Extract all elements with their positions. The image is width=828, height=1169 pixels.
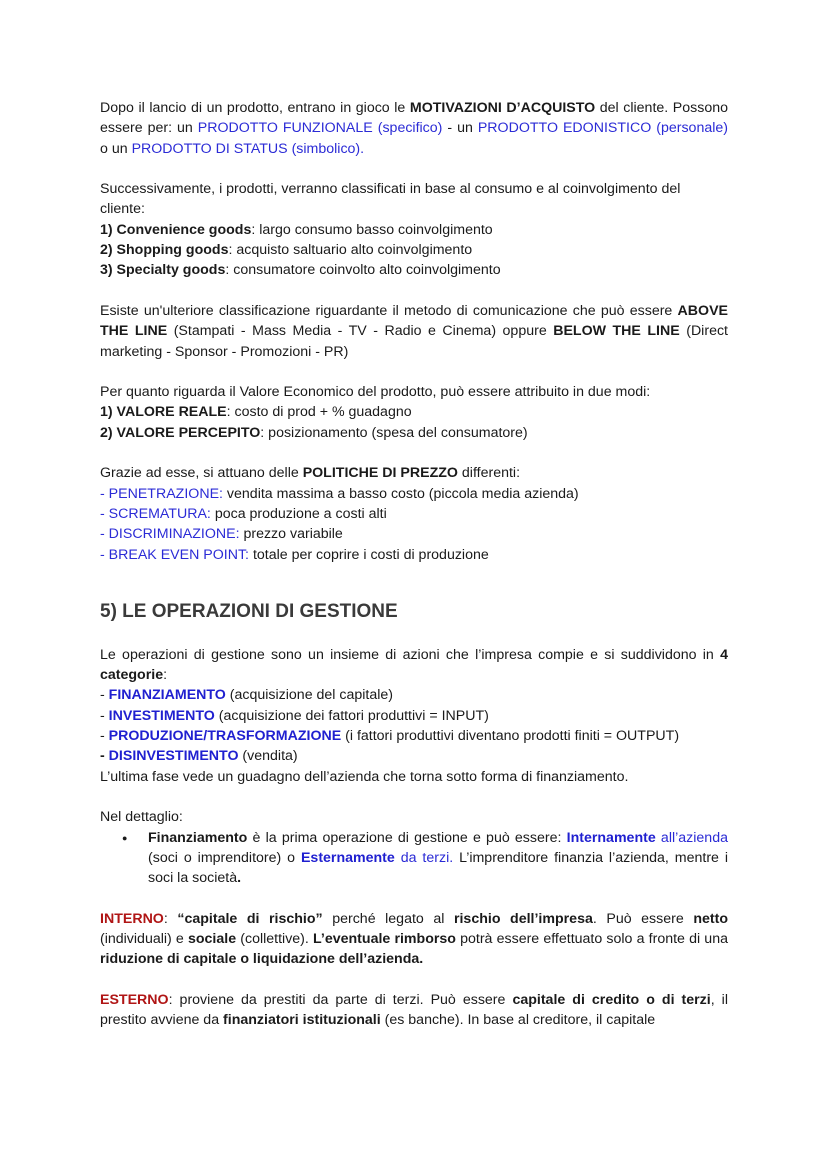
text: è la prima operazione di gestione e può essere: [247, 829, 567, 846]
item-label: DISINVESTIMENTO [108, 748, 239, 765]
item-label: - BREAK EVEN POINT: [100, 546, 250, 563]
text: del cliente. Possono essere per: un [100, 100, 728, 137]
text: Le operazioni di gestione sono un insieme di azioni che l’impresa compie e si suddividono in [100, 646, 721, 663]
item-text: : largo consumo basso coinvolgimento [251, 221, 493, 238]
item-text: : consumatore coinvolto alto coinvolgimento [225, 262, 501, 279]
dash: - [100, 707, 109, 724]
item-label: FINANZIAMENTO [108, 687, 226, 704]
text: Esiste un'ulteriore classificazione riguardante il metodo di comunicazione che può essere [100, 302, 678, 319]
paragraph-classificazione: Successivamente, i prodotti, verranno classificati in base al consumo e al coinvolgimento del cliente: [100, 181, 681, 218]
paragraph-comunicazione [100, 301, 728, 362]
blue-term: PRODOTTO FUNZIONALE (specifico) [197, 120, 443, 137]
dash: - [100, 687, 109, 704]
item-text: : acquisto saltuario alto coinvolgimento [228, 242, 473, 259]
text: differenti: [457, 465, 521, 482]
bold-term: ABOVE THE LINE [100, 302, 728, 340]
list-item [100, 545, 728, 565]
bold-term: L’eventuale rimborso [313, 930, 456, 947]
bold-term: MOTIVAZIONI D’ACQUISTO [409, 100, 596, 116]
paragraph-operazioni [100, 645, 728, 686]
paragraph-valore: Per quanto riguarda il Valore Economico del prodotto, può essere attribuito in due modi: [100, 384, 651, 401]
text: Dopo il lancio di un prodotto, entrano in gioco le [100, 100, 410, 116]
list-item [100, 726, 728, 746]
bullet-item-finanziamento [148, 828, 728, 889]
text: (Direct marketing - Sponsor - Promozioni - PR) [100, 323, 728, 360]
text: : [163, 910, 178, 927]
bold-term: BELOW THE LINE [553, 323, 680, 340]
dash: - [100, 728, 109, 745]
red-term: INTERNO [100, 910, 164, 927]
text: : [163, 667, 168, 684]
bold-term: “capitale di rischio” [177, 910, 323, 927]
bold-term: . [237, 870, 242, 887]
text: (individuali) e [100, 930, 188, 947]
document-page [100, 98, 728, 1030]
bold-term: riduzione di capitale o liquidazione dell’azienda. [100, 951, 424, 968]
bold-term: sociale [187, 930, 237, 947]
blue-term: PRODOTTO DI STATUS (simbolico). [131, 140, 365, 157]
item-text: poca produzione a costi alti [210, 505, 387, 522]
item-text: : posizionamento (spesa del consumatore) [260, 424, 528, 441]
item-label: - PENETRAZIONE: [100, 485, 223, 502]
text: . Può essere [592, 910, 694, 927]
text: potrà essere effettuato solo a fronte di una [455, 930, 728, 947]
item-text: (acquisizione del capitale) [225, 687, 394, 704]
bullet-list [100, 828, 728, 889]
item-label: 1) Convenience goods [100, 221, 252, 238]
blue-bold-term: Esternamente [300, 849, 395, 866]
list-item [100, 220, 728, 240]
item-text: (acquisizione dei fattori produttivi = INPUT) [214, 707, 489, 724]
item-label: - SCREMATURA: [100, 505, 211, 522]
item-label: 2) Shopping goods [100, 242, 229, 259]
text: perché legato al [322, 910, 454, 927]
list-item [100, 423, 728, 443]
text: , il prestito avviene da [100, 991, 728, 1029]
bold-term: Finanziamento [148, 829, 248, 846]
list-item [100, 685, 728, 705]
blue-bold-term: Internamente [566, 829, 656, 846]
item-text: vendita massima a basso costo (piccola media azienda) [222, 485, 579, 502]
item-text: : costo di prod + % guadagno [226, 404, 412, 421]
item-label: - DISCRIMINAZIONE: [100, 526, 240, 543]
list-item [100, 504, 728, 524]
paragraph-motivazioni [100, 98, 728, 159]
paragraph-outro: L’ultima fase vede un guadagno dell’azienda che torna sotto forma di finanziamento. [100, 768, 629, 785]
bold-term: 4 categorie [100, 646, 728, 684]
item-text: totale per coprire i costi di produzione [249, 546, 489, 563]
dash: - [100, 748, 109, 765]
list-item [100, 240, 728, 260]
item-label: 3) Specialty goods [100, 262, 226, 279]
text: : proviene da prestiti da parte di terzi. Può essere [168, 991, 513, 1008]
list-item [100, 706, 728, 726]
item-text: (vendita) [238, 748, 298, 765]
item-label: 2) VALORE PERCEPITO [100, 424, 261, 441]
list-item [100, 260, 728, 280]
bold-term: finanziatori istituzionali [223, 1012, 381, 1029]
blue-term: all’azienda [655, 829, 728, 846]
item-label: INVESTIMENTO [108, 707, 215, 724]
text: (collettive). [236, 930, 314, 947]
list-item [100, 746, 728, 766]
list-item [100, 524, 728, 544]
blue-term: PRODOTTO EDONISTICO (personale) [477, 120, 728, 137]
text: L’imprenditore finanzia l’azienda, mentre i soci la società [148, 849, 728, 887]
text: (Stampati - Mass Media - TV - Radio e Cinema) oppure [167, 323, 554, 340]
bold-term: rischio dell’impresa [453, 910, 593, 927]
item-text: prezzo variabile [239, 526, 343, 543]
item-label: PRODUZIONE/TRASFORMAZIONE [108, 728, 342, 745]
text: (soci o imprenditore) o [148, 849, 301, 866]
text: - un [442, 120, 478, 137]
red-term: ESTERNO [100, 991, 169, 1008]
text: (es banche). In base al creditore, il capitale [380, 1012, 656, 1029]
item-label: 1) VALORE REALE [100, 404, 227, 421]
section-heading: 5) LE OPERAZIONI DI GESTIONE [100, 600, 398, 622]
bold-term: netto [693, 910, 728, 927]
bold-term: capitale di credito o di terzi [512, 991, 711, 1008]
blue-term: da terzi. [394, 849, 454, 866]
list-item [100, 484, 728, 504]
list-item [100, 402, 728, 422]
paragraph-esterno [100, 990, 728, 1031]
bold-term: POLITICHE DI PREZZO [302, 465, 458, 482]
paragraph-politiche [100, 463, 728, 483]
text: o un [100, 140, 132, 157]
text: Grazie ad esse, si attuano delle [100, 465, 303, 482]
paragraph-interno [100, 909, 728, 970]
paragraph-dettaglio: Nel dettaglio: [100, 809, 183, 826]
item-text: (i fattori produttivi diventano prodotti finiti = OUTPUT) [341, 728, 680, 745]
